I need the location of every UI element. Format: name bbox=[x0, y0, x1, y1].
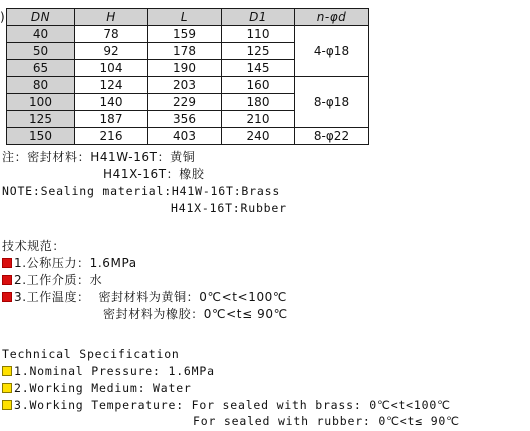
header-h: H bbox=[75, 9, 148, 26]
tech-cn-item1 bbox=[2, 255, 137, 271]
tech-cn-item3-cont: 密封材料为橡胶：0℃<t≤ 90℃ bbox=[103, 307, 288, 321]
cell-d1: 125 bbox=[222, 43, 295, 60]
cell-d1: 240 bbox=[222, 128, 295, 145]
table-row bbox=[7, 128, 369, 145]
table-row bbox=[7, 77, 369, 94]
table-header-row bbox=[7, 9, 369, 26]
dimension-table bbox=[6, 8, 369, 145]
tech-en-item1 bbox=[2, 363, 215, 379]
tech-en-item3 bbox=[2, 397, 451, 413]
cell-l: 229 bbox=[148, 94, 222, 111]
header-d1: D1 bbox=[222, 9, 295, 26]
header-l: L bbox=[148, 9, 222, 26]
cell-d1: 160 bbox=[222, 77, 295, 94]
cell-d1: 145 bbox=[222, 60, 295, 77]
cell-d1: 110 bbox=[222, 26, 295, 43]
tech-cn-item2-text: 2.工作介质：水 bbox=[14, 273, 103, 287]
cell-d1: 210 bbox=[222, 111, 295, 128]
tech-en-title: Technical Specification bbox=[2, 347, 180, 361]
cell-l: 178 bbox=[148, 43, 222, 60]
cell-h: 216 bbox=[75, 128, 148, 145]
cell-bolt-group: 4-φ18 bbox=[295, 26, 369, 77]
cell-d1: 180 bbox=[222, 94, 295, 111]
note-en-line2: H41X-16T:Rubber bbox=[171, 201, 287, 215]
yellow-square-bullet-icon bbox=[2, 400, 12, 410]
cell-dn: 100 bbox=[7, 94, 75, 111]
table-row bbox=[7, 26, 369, 43]
note-en-line1: NOTE:Sealing material:H41W-16T:Brass bbox=[2, 184, 281, 198]
cell-dn: 125 bbox=[7, 111, 75, 128]
tech-en-item2-text: 2.Working Medium: Water bbox=[14, 381, 192, 395]
tech-en-item3-text: 3.Working Temperature: For sealed with brass: 0℃<t<100℃ bbox=[14, 398, 451, 412]
tech-cn-item3-text: 3.工作温度： 密封材料为黄铜：0℃<t<100℃ bbox=[14, 290, 287, 304]
cell-l: 190 bbox=[148, 60, 222, 77]
cell-h: 140 bbox=[75, 94, 148, 111]
note-cn-line1: 注：密封材料：H41W-16T：黄铜 bbox=[2, 150, 196, 164]
red-square-bullet-icon bbox=[2, 292, 12, 302]
tech-cn-item2 bbox=[2, 272, 102, 288]
yellow-square-bullet-icon bbox=[2, 366, 12, 376]
cell-h: 124 bbox=[75, 77, 148, 94]
red-square-bullet-icon bbox=[2, 275, 12, 285]
cell-dn: 65 bbox=[7, 60, 75, 77]
header-bolt: n-φd bbox=[295, 9, 369, 26]
yellow-square-bullet-icon bbox=[2, 383, 12, 393]
page-edge-bracket: ) bbox=[0, 10, 5, 24]
cell-dn: 150 bbox=[7, 128, 75, 145]
tech-en-item3-cont: For sealed with rubber: 0℃<t≤ 90℃ bbox=[193, 414, 460, 428]
cell-h: 187 bbox=[75, 111, 148, 128]
cell-bolt-group: 8-φ22 bbox=[295, 128, 369, 145]
cell-dn: 40 bbox=[7, 26, 75, 43]
cell-dn: 80 bbox=[7, 77, 75, 94]
tech-en-item1-text: 1.Nominal Pressure: 1.6MPa bbox=[14, 364, 215, 378]
header-dn: DN bbox=[7, 9, 75, 26]
cell-h: 92 bbox=[75, 43, 148, 60]
cell-h: 78 bbox=[75, 26, 148, 43]
cell-dn: 50 bbox=[7, 43, 75, 60]
tech-en-item2 bbox=[2, 380, 192, 396]
note-cn-line2: H41X-16T：橡胶 bbox=[103, 167, 205, 181]
red-square-bullet-icon bbox=[2, 258, 12, 268]
cell-l: 403 bbox=[148, 128, 222, 145]
cell-h: 104 bbox=[75, 60, 148, 77]
tech-cn-title: 技术规范： bbox=[2, 239, 66, 253]
cell-l: 159 bbox=[148, 26, 222, 43]
tech-cn-item3 bbox=[2, 289, 287, 305]
cell-l: 203 bbox=[148, 77, 222, 94]
tech-cn-item1-text: 1.公称压力：1.6MPa bbox=[14, 256, 137, 270]
cell-bolt-group: 8-φ18 bbox=[295, 77, 369, 128]
cell-l: 356 bbox=[148, 111, 222, 128]
